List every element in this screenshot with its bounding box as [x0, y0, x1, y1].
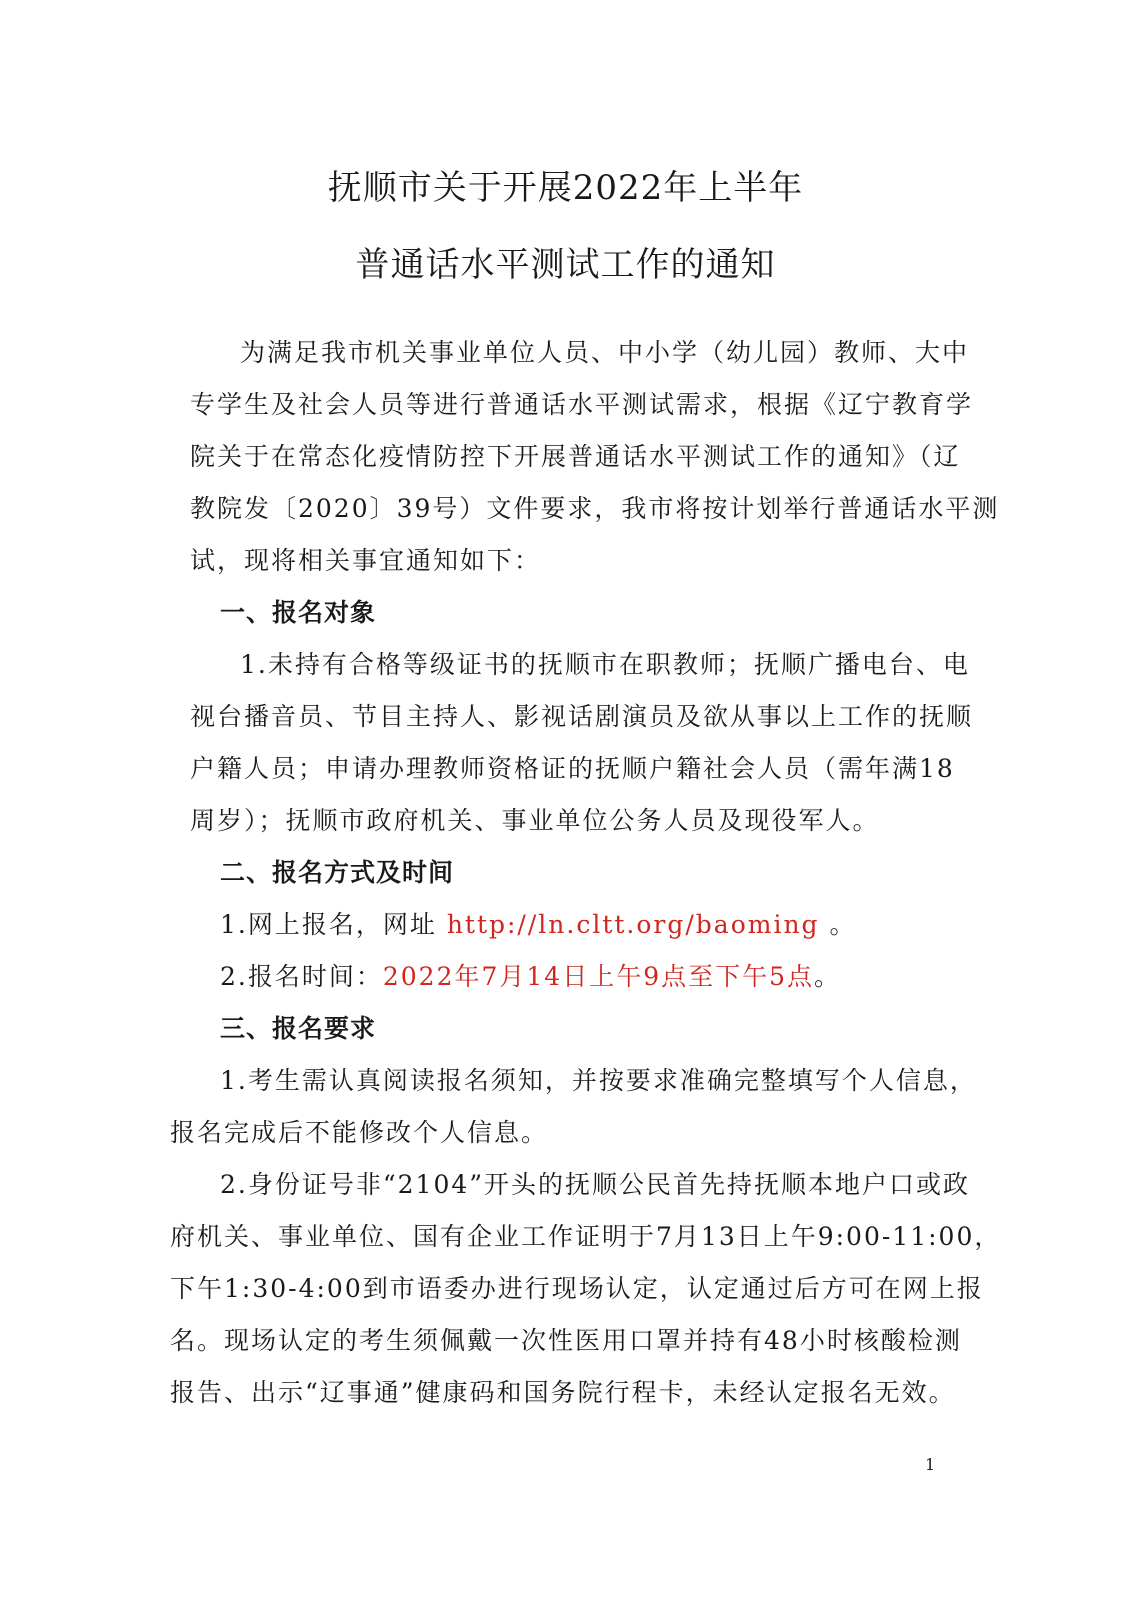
requirement1-line: 报名完成后不能修改个人信息。	[170, 1118, 549, 1147]
registration-online-item	[220, 908, 857, 942]
registration-url-link[interactable]: http://ln.cltt.org/baoming	[446, 910, 820, 939]
section-heading-registrants: 一、报名对象	[220, 598, 377, 627]
intro-line: 试，现将相关事宜通知如下：	[190, 546, 542, 575]
intro-line: 专学生及社会人员等进行普通话水平测试需求，根据《辽宁教育学	[190, 390, 974, 419]
section-heading-method-time: 二、报名方式及时间	[220, 858, 455, 887]
registration-online-suffix: 。	[829, 910, 857, 939]
section1-line: 户籍人员；申请办理教师资格证的抚顺户籍社会人员（需年满18	[190, 754, 955, 783]
registration-time-label: 2.报名时间：	[220, 962, 383, 991]
section-heading-requirements: 三、报名要求	[220, 1014, 377, 1043]
requirement2-line: 府机关、事业单位、国有企业工作证明于7月13日上午9:00-11:00，	[170, 1222, 1002, 1251]
requirement2-line: 2.身份证号非“2104”开头的抚顺公民首先持抚顺本地户口或政	[220, 1170, 971, 1199]
requirement2-line: 报告、出示“辽事通”健康码和国务院行程卡，未经认定报名无效。	[170, 1378, 956, 1407]
intro-line: 为满足我市机关事业单位人员、中小学（幼儿园）教师、大中	[240, 338, 970, 367]
requirement2-line: 名。现场认定的考生须佩戴一次性医用口罩并持有48小时核酸检测	[170, 1326, 962, 1355]
section1-line: 周岁）；抚顺市政府机关、事业单位公务人员及现役军人。	[190, 806, 880, 835]
section1-line: 1.未持有合格等级证书的抚顺市在职教师；抚顺广播电台、电	[240, 650, 970, 679]
registration-online-label: 1.网上报名，网址	[220, 910, 437, 939]
page-number: 1	[925, 1455, 936, 1474]
document-title-line1: 抚顺市关于开展2022年上半年	[327, 168, 804, 208]
registration-time-value: 2022年7月14日上午9点至下午5点	[382, 962, 815, 991]
intro-line: 院关于在常态化疫情防控下开展普通话水平测试工作的通知》（辽	[190, 442, 961, 471]
document-title-line2: 普通话水平测试工作的通知	[355, 245, 776, 285]
section1-line: 视台播音员、节目主持人、影视话剧演员及欲从事以上工作的抚顺	[190, 702, 974, 731]
registration-time-suffix: 。	[814, 962, 842, 991]
requirement1-line: 1.考生需认真阅读报名须知，并按要求准确完整填写个人信息，	[220, 1066, 977, 1095]
registration-time-item	[220, 960, 841, 994]
requirement2-line: 下午1:30-4:00到市语委办进行现场认定，认定通过后方可在网上报	[170, 1274, 984, 1303]
intro-line: 教院发〔2020〕39号）文件要求，我市将按计划举行普通话水平测	[190, 494, 1000, 523]
